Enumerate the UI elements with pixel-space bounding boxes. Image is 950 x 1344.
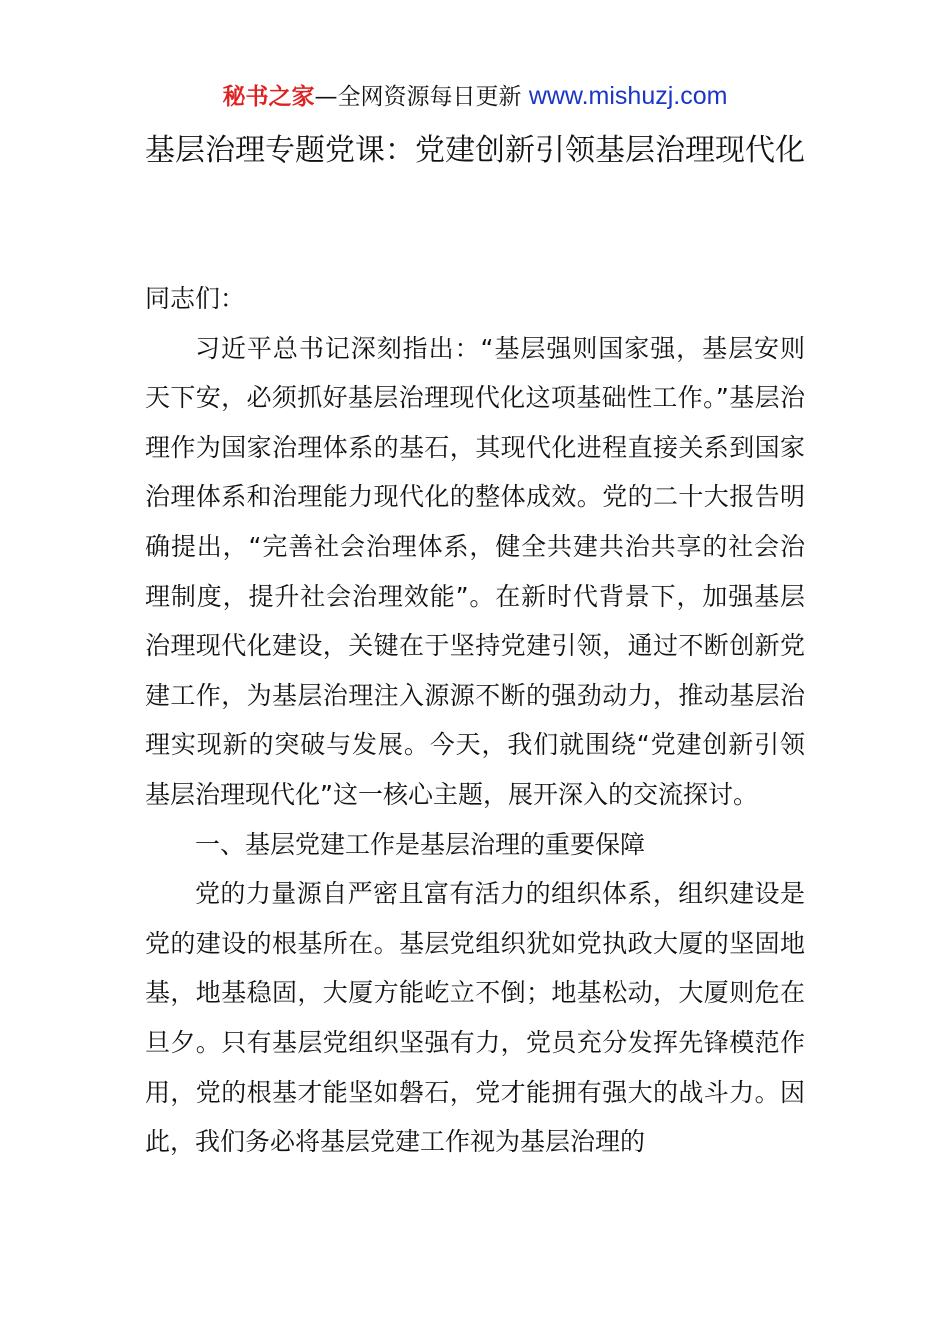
site-brand: 秘书之家 <box>222 84 315 110</box>
paragraph-intro: 习近平总书记深刻指出：“基层强则国家强，基层安则天下安，必须抓好基层治理现代化这项基础性工作。”基层治理作为国家治理体系的基石，其现代化进程直接关系到国家治理体系和治理能力现代化的整体成效。党的二十大报告明确提出，“完善社会治理体系，健全共建共治共享的社会治理制度，提升社会治理效能”。在新时代背景下，加强基层治理现代化建设，关键在于坚持党建引领，通过不断创新党建工作，为基层治理注入源源不断的强劲动力，推动基层治理实现新的突破与发展。今天，我们就围绕“党建创新引领基层治理现代化”这一核心主题，展开深入的交流探讨。 <box>145 333 805 809</box>
paragraph-section-1: 党的力量源自严密且富有活力的组织体系，组织建设是党的建设的根基所在。基层党组织犹如党执政大厦的坚固地基，地基稳固，大厦方能屹立不倒；地基松动，大厦则危在旦夕。只有基层党组织坚强有力，党员充分发挥先锋模范作用，党的根基才能坚如磐石，党才能拥有强大的战斗力。因此，我们务必将基层党建工作视为基层治理的 <box>145 879 805 1157</box>
site-tagline: —全网资源每日更新 <box>314 84 522 110</box>
site-header <box>0 78 950 115</box>
document-body <box>145 274 805 1167</box>
section-heading-1: 一、基层党建工作是基层治理的重要保障 <box>195 829 646 859</box>
site-url-link[interactable]: www.mishuzj.com <box>528 82 728 110</box>
greeting: 同志们： <box>145 284 246 313</box>
document-title: 基层治理专题党课：党建创新引领基层治理现代化 <box>145 133 805 168</box>
